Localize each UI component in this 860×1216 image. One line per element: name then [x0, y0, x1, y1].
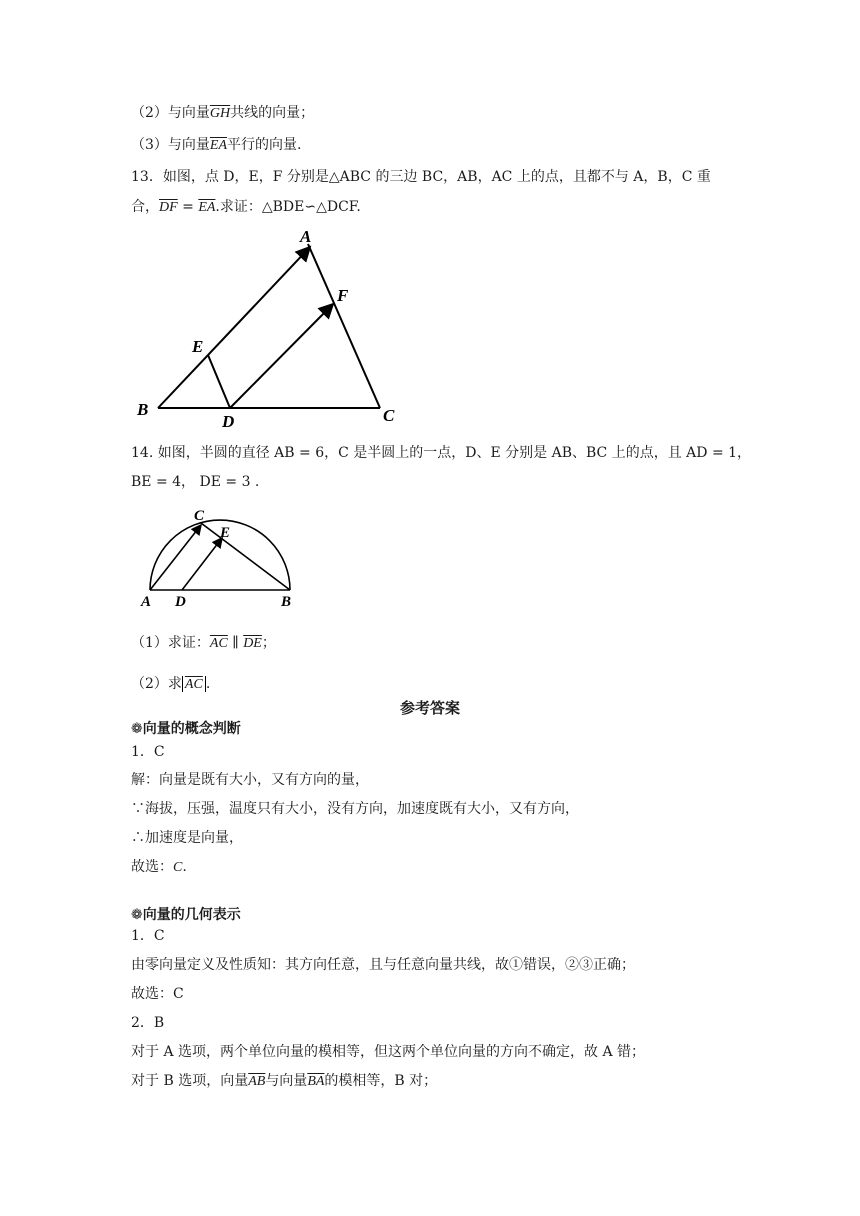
vector-ea: $\overline{EA}$ [209, 138, 228, 153]
q12-item3-prefix: （3）与向量 [131, 137, 210, 153]
triangle-figure [130, 222, 410, 427]
q14-item1 [131, 633, 276, 654]
vector-df: $\overline{DF}$ [159, 200, 178, 215]
answers-title: 参考答案 [399, 699, 460, 717]
vector-ac: $\overline{AC}$ [209, 636, 228, 651]
answer-2-2-suffix: 的模相等，B 对； [324, 1073, 438, 1089]
answer-2-2-line1: 对于 A 选项，两个单位向量的模相等，但这两个单位向量的方向不确定，故 A 错； [131, 1044, 646, 1060]
vector-gh: $\overline{GH}$ [209, 106, 231, 121]
label-d: D [222, 412, 235, 427]
answer-2-2-number: 2．B [131, 1015, 165, 1031]
parallel-sign: ∥ [227, 635, 244, 651]
q14-item1-prefix: （1）求证： [131, 635, 210, 651]
label-f: F [337, 286, 349, 305]
label-c-2: C [194, 508, 205, 524]
section-heading-concept: ❁向量的概念判断 [131, 721, 241, 737]
answer-1-line2: ∵海拔，压强，温度只有大小，没有方向，加速度既有大小，又有方向， [131, 801, 579, 817]
answer-1-line3: ∴加速度是向量， [131, 830, 243, 846]
abs-value-bars [182, 676, 206, 692]
equals-sign: = [177, 199, 199, 215]
q13-line2 [131, 197, 361, 218]
answer-1-number: 1．C [131, 744, 165, 760]
answer-1-choice: C [173, 860, 183, 875]
side-ba [158, 247, 310, 408]
q12-item3-suffix: 平行的向量. [227, 137, 302, 153]
label-a-2: A [141, 594, 152, 610]
label-e: E [192, 337, 204, 356]
q14-item2-suffix: . [205, 676, 211, 692]
answer-2-1-number: 1．C [131, 928, 165, 944]
q14-item2 [131, 674, 210, 695]
answer-1-choice-suffix: . [182, 859, 187, 875]
answer-2-2-middle: 与向量 [265, 1073, 308, 1089]
side-ac [308, 244, 380, 408]
q14-line1: 14. 如图，半圆的直径 AB = 6，C 是半圆上的一点，D、E 分别是 AB、BC 上的点，且 AD = 1， [131, 445, 752, 461]
q14-line2: BE = 4， DE = 3 . [131, 474, 260, 490]
vector-de: $\overline{DE}$ [243, 636, 262, 651]
answer-1-line1: 解：向量是既有大小，又有方向的量， [131, 772, 369, 788]
answer-1-line4 [131, 857, 187, 878]
label-c: C [383, 406, 395, 425]
vector-ea-2: $\overline{EA}$ [198, 200, 216, 215]
q12-item2-suffix: 共线的向量； [230, 105, 315, 121]
q14-item1-suffix: ； [261, 635, 276, 651]
segment-cb [201, 523, 290, 590]
label-b: B [137, 400, 149, 419]
answer-2-2-line2 [131, 1071, 437, 1092]
vector-df-line [230, 304, 333, 408]
q14-item2-prefix: （2）求 [131, 676, 182, 692]
vector-de-line [182, 538, 222, 590]
semicircle-figure [135, 505, 305, 610]
q12-item3 [131, 135, 301, 156]
vector-ac-abs: $\overline{AC}$ [184, 677, 203, 692]
q12-item2-prefix: （2）与向量 [131, 105, 210, 121]
segment-ed [208, 355, 230, 408]
label-a: A [300, 227, 312, 246]
q12-item2 [131, 103, 314, 124]
label-d-2: D [175, 594, 186, 610]
vector-ba: $\overline{BA}$ [307, 1074, 325, 1089]
label-b-2: B [281, 594, 292, 610]
vector-ab: $\overline{AB}$ [248, 1074, 266, 1089]
answer-2-2-prefix: 对于 B 选项，向量 [131, 1073, 249, 1089]
q13-line2-suffix: .求证：△BDE∽△DCF. [215, 199, 361, 215]
answer-2-1-line1: 由零向量定义及性质知：其方向任意，且与任意向量共线，故①错误，②③正确； [131, 957, 635, 973]
label-e-2: E [220, 525, 231, 541]
q13-line2-prefix: 合， [131, 199, 159, 215]
answer-1-choice-prefix: 故选： [131, 859, 173, 875]
answer-2-1-line2: 故选：C [131, 986, 184, 1002]
section-heading-geometry: ❁向量的几何表示 [131, 907, 241, 923]
q13-line1: 13．如图，点 D，E，F 分别是△ABC 的三边 BC，AB，AC 上的点，且都不与 A，B，C 重 [131, 169, 711, 185]
